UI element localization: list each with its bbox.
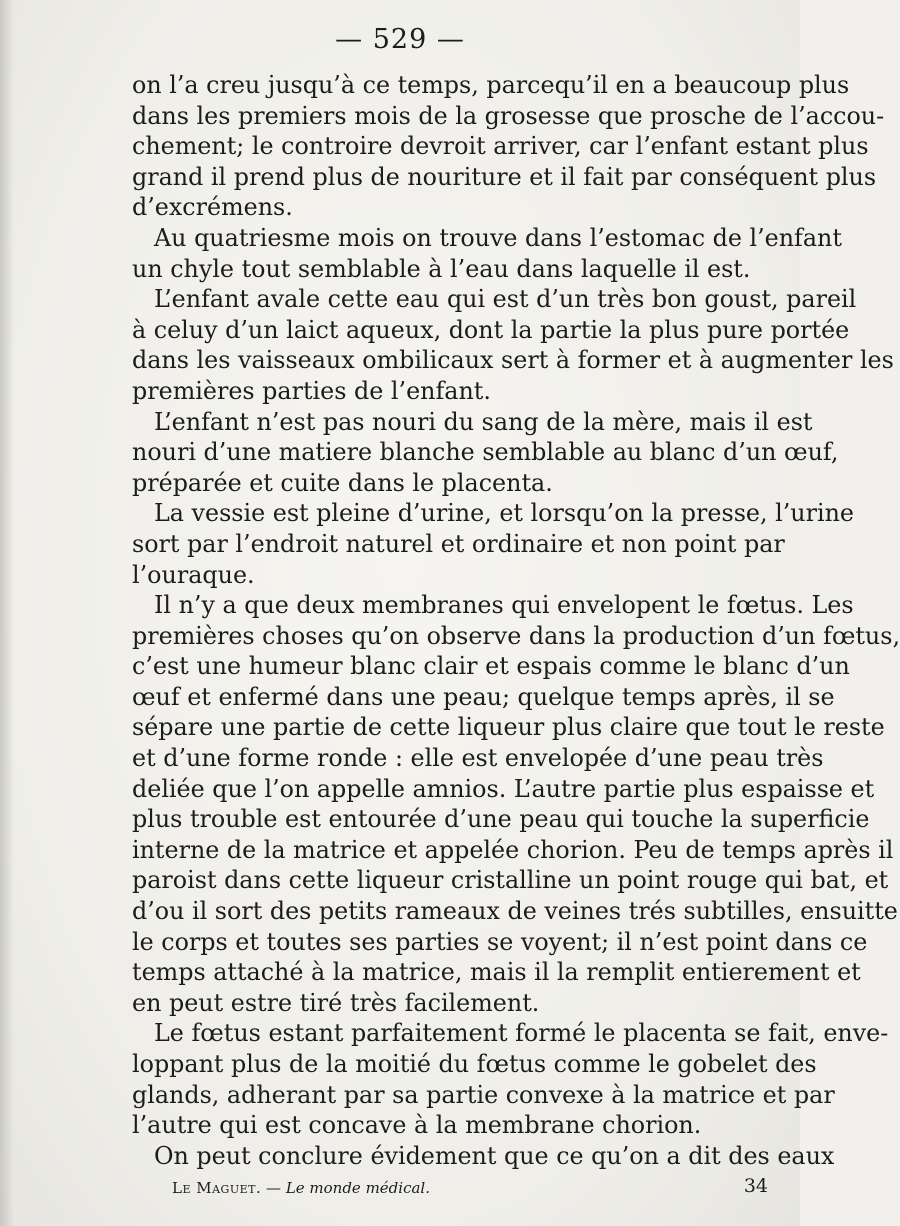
- text-line: à celuy d’un laict aqueux, dont la partie la plus pure portée: [132, 315, 850, 344]
- text-line: dans les premiers mois de la grosesse que prosche de l’accou-: [132, 101, 885, 130]
- text-line: d’excrémens.: [132, 193, 293, 222]
- text-line: nouri d’une matiere blanche semblable au blanc d’un œuf,: [132, 438, 839, 467]
- text-line: d’ou il sort des petits rameaux de veines trés subtilles, ensuitte: [132, 897, 898, 926]
- footer-author: Le Maguet.: [172, 1179, 262, 1197]
- text-line: dans les vaisseaux ombilicaux sert à former et à augmenter les: [132, 346, 894, 375]
- text-line: en peut estre tiré très facilement.: [132, 988, 540, 1017]
- text-line: L’enfant avale cette eau qui est d’un très bon goust, pareil: [154, 285, 857, 314]
- text-line: plus trouble est entourée d’une peau qui touche la superficie: [132, 805, 870, 834]
- text-line: loppant plus de la moitié du fœtus comme le gobelet des: [132, 1050, 817, 1078]
- body-text: [132, 70, 900, 1171]
- text-line: Le fœtus estant parfaitement formé le placenta se fait, enve-: [154, 1019, 889, 1048]
- text-line: préparée et cuite dans le placenta.: [132, 468, 553, 497]
- text-line: paroist dans cette liqueur cristalline un point rouge qui bat, et: [132, 866, 889, 895]
- text-line: on l’a creu jusqu’à ce temps, parcequ’il en a beaucoup plus: [132, 71, 850, 99]
- text-line: chement; le controire devroit arriver, car l’enfant estant plus: [132, 132, 869, 161]
- page-number: — 529 —: [335, 24, 465, 55]
- text-line: œuf et enfermé dans une peau; quelque temps après, il se: [132, 682, 835, 711]
- text-line: premières parties de l’enfant.: [132, 376, 491, 405]
- text-line: un chyle tout semblable à l’eau dans laquelle il est.: [132, 254, 751, 283]
- signature-mark: 34: [743, 1175, 768, 1197]
- text-line: l’autre qui est concave à la membrane chorion.: [132, 1111, 702, 1140]
- footer-citation: [172, 1179, 430, 1197]
- text-line: premières choses qu’on observe dans la production d’un fœtus,: [132, 621, 900, 650]
- text-line: On peut conclure évidement que ce qu’on a dit des eaux: [154, 1141, 835, 1170]
- text-line: grand il prend plus de nouriture et il fait par conséquent plus: [132, 162, 877, 191]
- text-line: interne de la matrice et appelée chorion. Peu de temps après il: [132, 835, 894, 864]
- text-line: glands, adherant par sa partie convexe à la matrice et par: [132, 1080, 835, 1109]
- text-line: Il n’y a que deux membranes qui envelopent le fœtus. Les: [154, 591, 854, 620]
- text-line: La vessie est pleine d’urine, et lorsqu’on la presse, l’urine: [154, 499, 855, 528]
- footer-journal: Le monde médical.: [285, 1179, 430, 1197]
- footer-separator: —: [261, 1179, 286, 1197]
- binding-shadow: [0, 0, 14, 1226]
- text-line: et d’une forme ronde : elle est envelopée d’une peau très: [132, 744, 824, 773]
- text-line: c’est une humeur blanc clair et espais comme le blanc d’un: [132, 652, 850, 681]
- text-line: sépare une partie de cette liqueur plus claire que tout le reste: [132, 713, 885, 742]
- text-line: Au quatriesme mois on trouve dans l’estomac de l’enfant: [154, 223, 842, 252]
- text-line: sort par l’endroit naturel et ordinaire et non point par: [132, 529, 785, 558]
- text-line: L’enfant n’est pas nouri du sang de la mère, mais il est: [154, 407, 813, 436]
- text-line: le corps et toutes ses parties se voyent; il n’est point dans ce: [132, 927, 868, 956]
- text-line: temps attaché à la matrice, mais il la remplit entierement et: [132, 958, 861, 987]
- text-line: deliée que l’on appelle amnios. L’autre partie plus espaisse et: [132, 774, 875, 803]
- text-line: l’ouraque.: [132, 560, 255, 589]
